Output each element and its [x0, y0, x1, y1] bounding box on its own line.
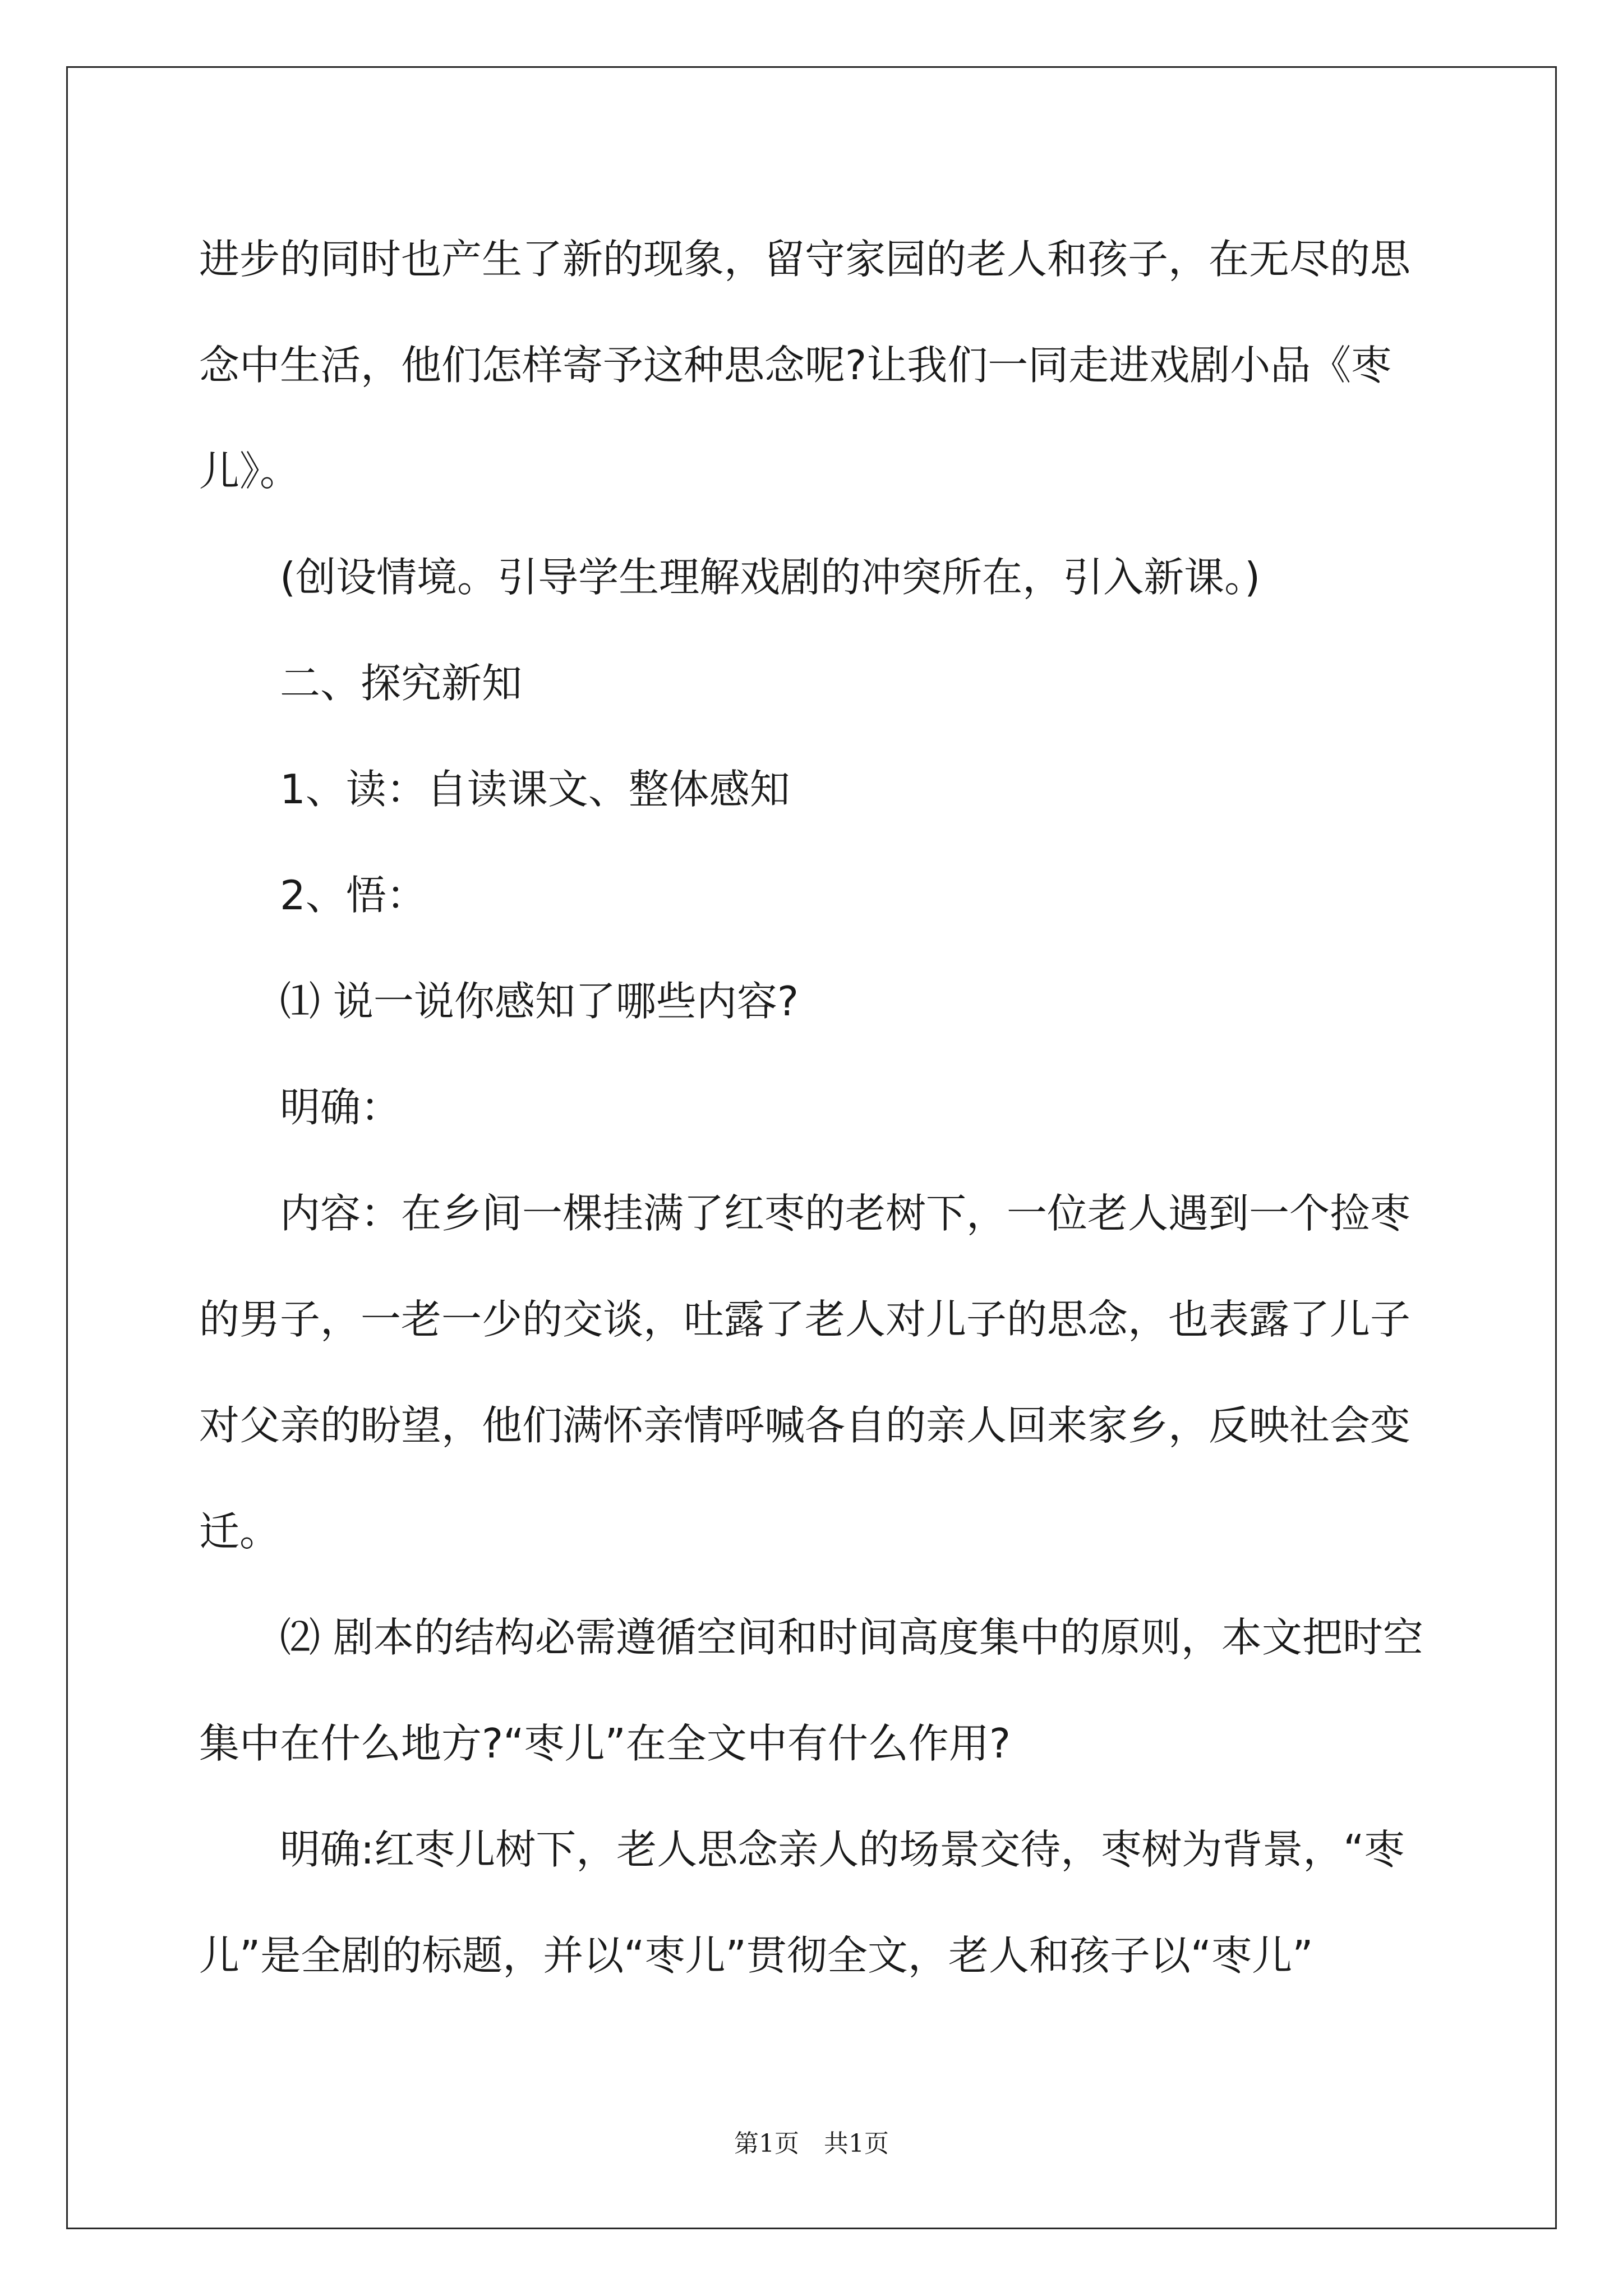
document-body — [199, 206, 1427, 2009]
paragraph: 进步的同时也产生了新的现象，留守家园的老人和孩子，在无尽的思念中生活，他们怎样寄予这种思念呢?让我们一同走进戏剧小品《枣儿》。 — [199, 236, 1411, 495]
paragraph: 1、读：自读课文、整体感知 — [280, 766, 790, 813]
paragraph: 内容：在乡间一棵挂满了红枣的老树下，一位老人遇到一个捡枣的男子，一老一少的交谈，吐露了老人对儿子的思念，也表露了儿子对父亲的盼望，他们满怀亲情呼喊各自的亲人回来家乡，反映社会变迁。 — [199, 1190, 1411, 1555]
page-footer: 第1页 共1页 — [734, 2129, 889, 2158]
section-heading: 二、探究新知 — [280, 660, 523, 707]
paragraph: (创设情境。引导学生理解戏剧的冲突所在，引入新课。) — [280, 554, 1261, 601]
paragraph: 2、悟： — [280, 872, 427, 919]
question: ⑴ 说一说你感知了哪些内容? — [280, 978, 799, 1025]
paragraph: 明确： — [280, 1084, 402, 1131]
question: ⑵ 剧本的结构必需遵循空间和时间高度集中的原则，本文把时空集中在什么地方?“枣儿”在全文中有什么作用? — [199, 1614, 1423, 1767]
paragraph: 明确:红枣儿树下，老人思念亲人的场景交待，枣树为背景，“枣儿”是全剧的标题，并以“枣儿”贯彻全文，老人和孩子以“枣儿” — [199, 1826, 1405, 1979]
